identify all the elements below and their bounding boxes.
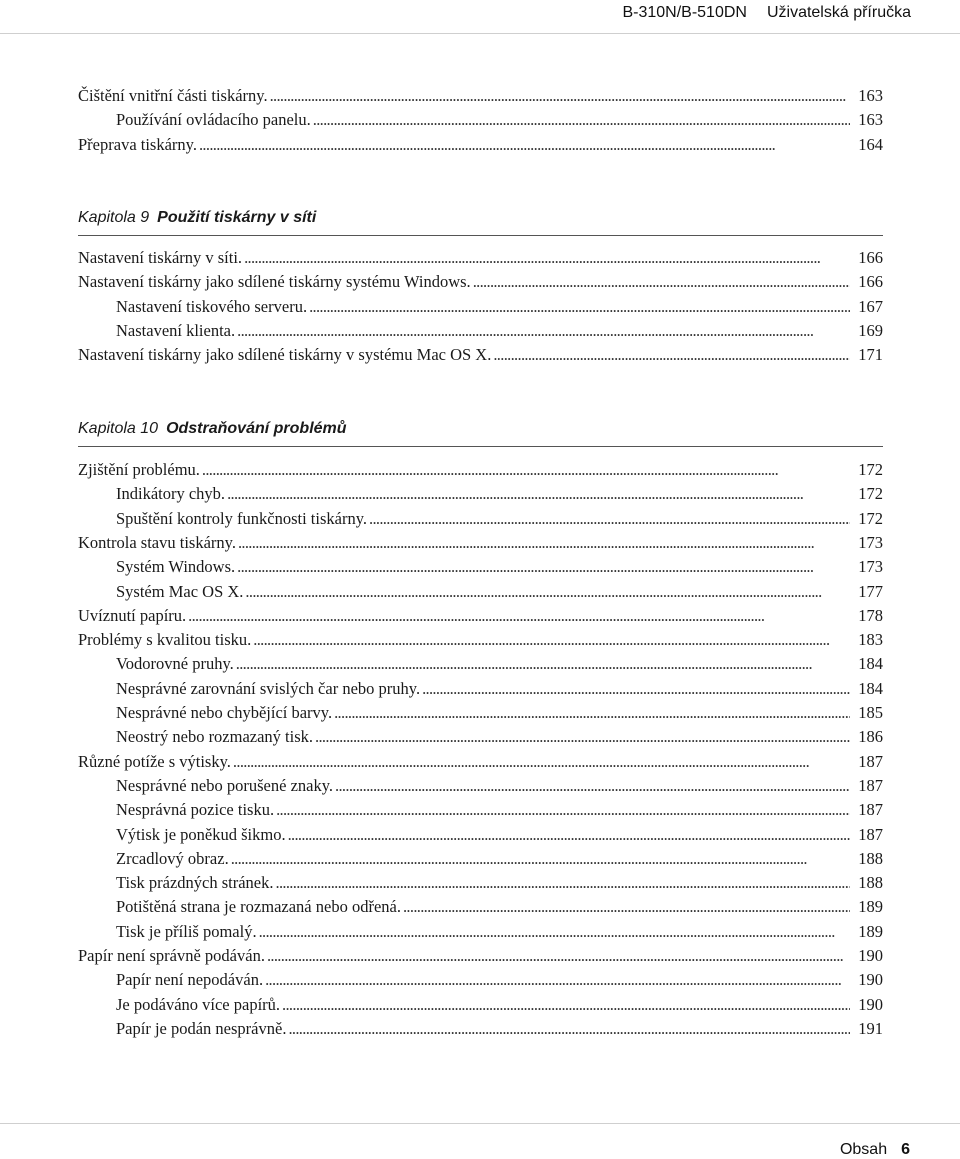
toc-entry-title: Potištěná strana je rozmazaná nebo odřená. (116, 897, 401, 917)
toc-entry-page: 171 (858, 345, 883, 365)
toc-entry-title: Nastavení tiskárny jako sdílené tiskárny v systému Mac OS X. (78, 345, 492, 365)
toc-entry[interactable] (116, 580, 883, 604)
dot-leader (334, 701, 850, 725)
toc-entry[interactable] (116, 482, 883, 506)
toc-entry-title: Uvíznutí papíru. (78, 605, 187, 625)
toc-entry-title: Výtisk je poněkud šikmo. (116, 824, 286, 844)
dot-leader (288, 823, 850, 847)
toc-entry-page: 172 (858, 508, 883, 528)
dot-leader (276, 871, 851, 895)
toc-entry-title: Používání ovládacího panelu. (116, 110, 311, 130)
toc-entry[interactable] (78, 944, 883, 968)
toc-entry-title: Indikátory chyb. (116, 484, 226, 504)
dot-leader (231, 847, 850, 871)
toc-entry-title: Papír je podán nesprávně. (116, 1018, 287, 1038)
toc-entry[interactable] (116, 871, 883, 895)
toc-entry-title: Nastavení tiskárny jako sdílené tiskárny systému Windows. (78, 272, 471, 292)
toc-entry-page: 189 (858, 897, 883, 917)
toc-entry-page: 191 (858, 1018, 883, 1038)
toc-entry-title: Neostrý nebo rozmazaný tisk. (116, 727, 314, 747)
toc-entry[interactable] (78, 84, 883, 108)
dot-leader (270, 84, 850, 108)
toc-entry-page: 173 (858, 532, 883, 552)
toc-entry-title: Nastavení tiskového serveru. (116, 296, 308, 316)
toc-entry-title: Nesprávné zarovnání svislých čar nebo pruhy. (116, 678, 421, 698)
page-header (622, 4, 911, 22)
toc-entry[interactable] (78, 628, 883, 652)
toc-entry-title: Tisk prázdných stránek. (116, 873, 274, 893)
toc-entry-title: Nastavení klienta. (116, 320, 236, 340)
toc-entry-title: Papír není správně podáván. (78, 946, 265, 965)
toc-entry-page: 187 (858, 751, 883, 771)
toc-entry-page: 190 (858, 970, 883, 990)
dot-leader (265, 968, 850, 992)
toc-entry[interactable] (116, 319, 883, 343)
toc-entry[interactable] (116, 920, 883, 944)
toc-entry-page: 188 (858, 848, 883, 868)
toc-entry-title: Systém Mac OS X. (116, 581, 244, 601)
dot-leader (227, 482, 850, 506)
footer-divider (0, 1123, 960, 1124)
toc-entry[interactable] (78, 458, 883, 482)
chapter-heading[interactable] (78, 205, 883, 236)
toc-entry[interactable] (78, 246, 883, 270)
dot-leader (199, 133, 850, 157)
toc-entry-page: 167 (858, 296, 883, 316)
toc-entry-title: Je podáváno více papírů. (116, 994, 281, 1014)
toc-entry-title: Nesprávná pozice tisku. (116, 800, 275, 820)
toc-entry-page: 190 (858, 946, 883, 965)
dot-leader (493, 343, 850, 367)
toc-entry-page: 169 (858, 320, 883, 340)
toc-entry-page: 178 (858, 605, 883, 625)
dot-leader (233, 750, 850, 774)
toc-entry[interactable] (116, 701, 883, 725)
toc-entry-page: 189 (858, 921, 883, 941)
dot-leader (202, 458, 850, 482)
toc-entry[interactable] (116, 993, 883, 1017)
dot-leader (422, 677, 850, 701)
dot-leader (473, 270, 850, 294)
page-number: 6 (901, 1141, 910, 1158)
dot-leader (313, 108, 850, 132)
toc-entry-title: Spuštění kontroly funkčnosti tiskárny. (116, 508, 367, 528)
toc-entry[interactable] (116, 798, 883, 822)
toc-entry[interactable] (116, 555, 883, 579)
toc-entry-page: 188 (858, 873, 883, 893)
toc-entry-title: Nesprávné nebo porušené znaky. (116, 775, 334, 795)
toc-entry[interactable] (78, 604, 883, 628)
toc-entry-page: 172 (858, 484, 883, 504)
toc-entry-title: Tisk je příliš pomalý. (116, 921, 257, 941)
toc-entry-title: Kontrola stavu tiskárny. (78, 532, 236, 552)
toc-entry[interactable] (116, 677, 883, 701)
toc-entry[interactable] (116, 968, 883, 992)
dot-leader (282, 993, 850, 1017)
toc-entry-page: 183 (858, 630, 883, 650)
toc-entry-page: 172 (858, 460, 883, 479)
dot-leader (276, 798, 850, 822)
dot-leader (236, 652, 850, 676)
toc-entry[interactable] (78, 133, 883, 157)
toc-entry[interactable] (116, 895, 883, 919)
toc-entry-page: 166 (858, 248, 883, 267)
chapter-label: Kapitola 9 (78, 209, 150, 226)
dot-leader (237, 319, 850, 343)
chapter-heading[interactable] (78, 416, 883, 447)
toc-entry[interactable] (116, 1017, 883, 1041)
header-manual-title: Uživatelská příručka (766, 4, 911, 21)
chapter-title: Použití tiskárny v síti (157, 209, 317, 226)
toc-entry-title: Nastavení tiskárny v síti. (78, 248, 243, 267)
dot-leader (244, 246, 850, 270)
dot-leader (245, 580, 850, 604)
toc-entry[interactable] (116, 847, 883, 871)
toc-entry[interactable] (78, 270, 883, 294)
dot-leader (335, 774, 850, 798)
toc-entry-page: 164 (858, 134, 883, 154)
dot-leader (309, 295, 850, 319)
toc-entry[interactable] (116, 108, 883, 132)
dot-leader (267, 944, 850, 968)
toc-entry-page: 186 (858, 727, 883, 747)
toc-entry-page: 190 (858, 994, 883, 1014)
dot-leader (253, 628, 850, 652)
toc-entry-page: 184 (858, 678, 883, 698)
toc-entry-page: 187 (858, 824, 883, 844)
toc-entry[interactable] (116, 725, 883, 749)
dot-leader (188, 604, 850, 628)
header-divider (0, 33, 960, 34)
dot-leader (237, 555, 850, 579)
dot-leader (369, 507, 850, 531)
dot-leader (315, 725, 850, 749)
toc-entry[interactable] (116, 295, 883, 319)
toc-entry-page: 187 (858, 775, 883, 795)
chapter-title: Odstraňování problémů (166, 420, 347, 437)
toc-entry[interactable] (78, 531, 883, 555)
toc-entry-page: 166 (858, 272, 883, 292)
toc-entry-title: Systém Windows. (116, 557, 236, 577)
toc-entry-title: Zjištění problému. (78, 460, 200, 479)
dot-leader (403, 895, 850, 919)
toc-entry-title: Čištění vnitřní části tiskárny. (78, 86, 268, 105)
toc-entry[interactable] (116, 507, 883, 531)
toc-entry-page: 184 (858, 654, 883, 674)
dot-leader (259, 920, 850, 944)
dot-leader (288, 1017, 850, 1041)
toc-entry-page: 177 (858, 581, 883, 601)
toc-entry-title: Různé potíže s výtisky. (78, 751, 231, 771)
toc-entry[interactable] (116, 823, 883, 847)
toc-entry-page: 163 (858, 110, 883, 130)
toc-entry-title: Zrcadlový obraz. (116, 848, 229, 868)
page-footer (840, 1141, 910, 1159)
chapter-label: Kapitola 10 (78, 420, 159, 437)
toc-entry[interactable] (116, 652, 883, 676)
toc-entry[interactable] (78, 343, 883, 367)
header-model: B-310N/B-510DN (622, 4, 747, 21)
toc-entry-page: 185 (858, 703, 883, 722)
toc-entry-title: Vodorovné pruhy. (116, 654, 234, 674)
footer-section: Obsah (839, 1141, 888, 1158)
dot-leader (238, 531, 850, 555)
toc-entry-title: Přeprava tiskárny. (78, 134, 197, 154)
toc-entry-title: Problémy s kvalitou tisku. (78, 630, 252, 650)
toc-entry-page: 163 (858, 86, 883, 105)
toc-entry-title: Nesprávné nebo chybějící barvy. (116, 703, 333, 722)
toc-entry-title: Papír není nepodáván. (116, 970, 264, 990)
toc-entry-page: 173 (858, 557, 883, 577)
toc-entry[interactable] (78, 750, 883, 774)
toc-entry[interactable] (116, 774, 883, 798)
toc-entry-page: 187 (858, 800, 883, 820)
